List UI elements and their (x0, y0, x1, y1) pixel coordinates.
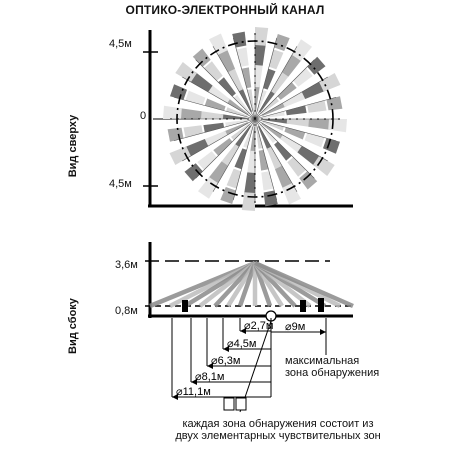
side-view-zone-marker (318, 298, 324, 312)
note-zone-box (236, 398, 246, 410)
side-view-zone-marker (182, 300, 188, 312)
top-view-zone-segment (323, 138, 340, 154)
top-view-zone-segment (232, 32, 246, 48)
side-view-zone-marker (300, 300, 306, 312)
top-view-label: Вид сверху (67, 114, 79, 178)
top-view-zone-segment (170, 84, 187, 100)
side-view-high-label: 3,6м (115, 259, 138, 271)
top-view-zone-segment (242, 192, 255, 211)
zone-note-line2: двух элементарных чувствительных зон (175, 430, 381, 442)
dimension-label: ⌀2,7м (244, 320, 274, 332)
top-view-zone-segment (163, 106, 182, 119)
top-view-zone-segment (255, 43, 266, 66)
dimension-label: ⌀4,5м (227, 338, 257, 350)
top-view-zone-segment (199, 111, 223, 119)
dimension-label: ⌀6,3м (211, 355, 241, 367)
side-view-low-label: 0,8м (115, 305, 138, 317)
side-view-label: Вид сбоку (67, 298, 79, 354)
top-view-zone-segment (259, 150, 269, 171)
top-view-zero-label: 0 (140, 110, 147, 122)
top-view-zone-segment (287, 119, 311, 127)
top-view-zone-segment (286, 106, 307, 116)
zone-note-line1: каждая зона обнаружения состоит из (182, 418, 374, 430)
top-view-zone-segment (255, 27, 268, 46)
dimension-label: ⌀11,1м (176, 386, 211, 398)
max-zone-line1: максимальная (285, 355, 360, 367)
top-view-zone-segment (328, 119, 347, 132)
top-view-zone-segment (327, 96, 343, 110)
top-view-zone-segment (168, 128, 184, 142)
top-view-zone-segment (244, 172, 255, 195)
top-view-zone-segment (255, 63, 263, 87)
top-view-zone-segment (185, 163, 203, 181)
side-view-fan (150, 263, 353, 321)
side-view-dimensions (172, 318, 326, 412)
top-view-zone-segment (179, 108, 202, 119)
top-view-y-bottom-label: 4,5м (109, 178, 132, 190)
top-view-zone-segment (247, 151, 255, 175)
max-zone-line2: зона обнаружения (285, 367, 380, 379)
top-view-zone-segment (299, 171, 317, 189)
max-dimension-arrow (320, 329, 326, 335)
top-view-zone-segment (203, 123, 224, 133)
top-view-zone-segment (263, 111, 285, 118)
top-view-zone-segment (308, 119, 331, 130)
top-view-zone-segment (256, 127, 263, 149)
top-view-zone-segment (193, 49, 211, 67)
top-view-zone-segment (264, 191, 278, 207)
dimension-label: ⌀8,1м (195, 371, 225, 383)
diagram-title: ОПТИКО-ЭЛЕКТРОННЫЙ КАНАЛ (125, 3, 325, 17)
top-view-zone-segment (225, 120, 247, 127)
note-zone-box (224, 398, 234, 410)
max-dimension-label: ⌀9м (285, 321, 306, 333)
top-view-zone-segment (307, 57, 325, 75)
top-view-zone-segment (242, 67, 252, 88)
top-view-zone-segment (247, 89, 254, 111)
top-view-y-top-label: 4,5м (109, 38, 132, 50)
